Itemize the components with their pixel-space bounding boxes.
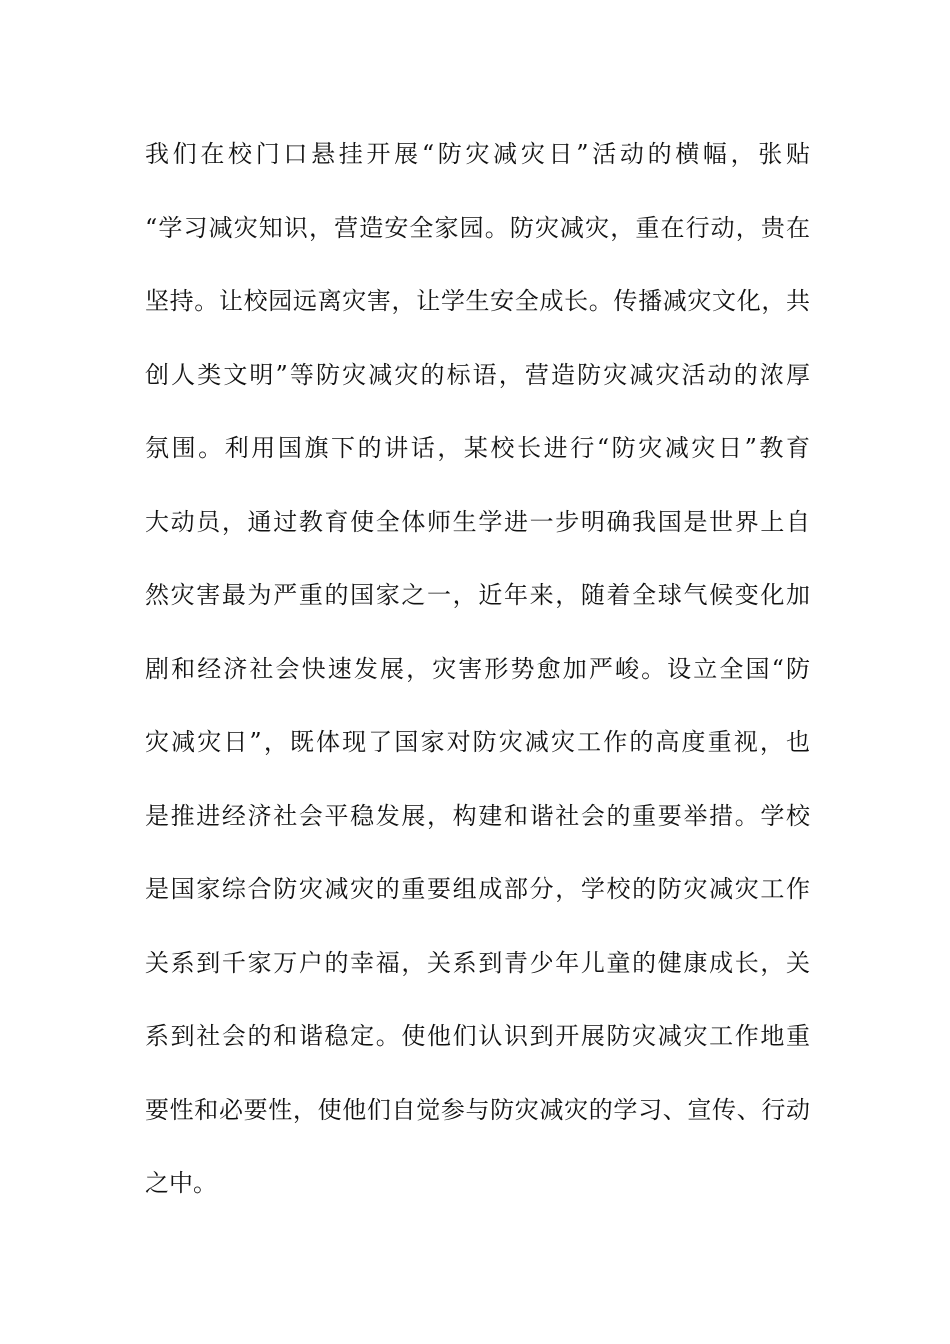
paragraph-line-15: 之中。 [145, 1169, 217, 1197]
paragraph-line-3: 坚持。让校园远离灾害，让学生安全成长。传播减灾文化，共 [145, 287, 810, 315]
paragraph-line-5: 氛围。利用国旗下的讲话，某校长进行“防灾减灾日”教育 [145, 434, 810, 462]
paragraph-line-12: 关系到千家万户的幸福，关系到青少年儿童的健康成长，关 [145, 948, 810, 977]
paragraph-line-11: 是国家综合防灾减灾的重要组成部分，学校的防灾减灾工作 [145, 875, 810, 903]
paragraph-line-4: 创人类文明”等防灾减灾的标语，营造防灾减灾活动的浓厚 [145, 360, 810, 389]
paragraph-line-8: 剧和经济社会快速发展，灾害形势愈加严峻。设立全国“防 [145, 654, 810, 683]
paragraph-line-14: 要性和必要性，使他们自觉参与防灾减灾的学习、宣传、行动 [145, 1095, 810, 1124]
paragraph-line-13: 系到社会的和谐稳定。使他们认识到开展防灾减灾工作地重 [145, 1022, 810, 1050]
paragraph-line-7: 然灾害最为严重的国家之一，近年来，随着全球气候变化加 [145, 581, 810, 609]
body-paragraph [145, 128, 810, 1231]
paragraph-line-1: 我们在校门口悬挂开展“防灾减灾日”活动的横幅，张贴 [145, 140, 810, 168]
paragraph-line-6: 大动员，通过教育使全体师生学进一步明确我国是世界上自 [145, 507, 810, 536]
paragraph-line-10: 是推进经济社会平稳发展，构建和谐社会的重要举措。学校 [145, 801, 810, 830]
paragraph-line-2: “学习减灾知识，营造安全家园。防灾减灾，重在行动，贵在 [145, 213, 810, 242]
paragraph-line-9: 灾减灾日”，既体现了国家对防灾减灾工作的高度重视，也 [145, 728, 810, 756]
